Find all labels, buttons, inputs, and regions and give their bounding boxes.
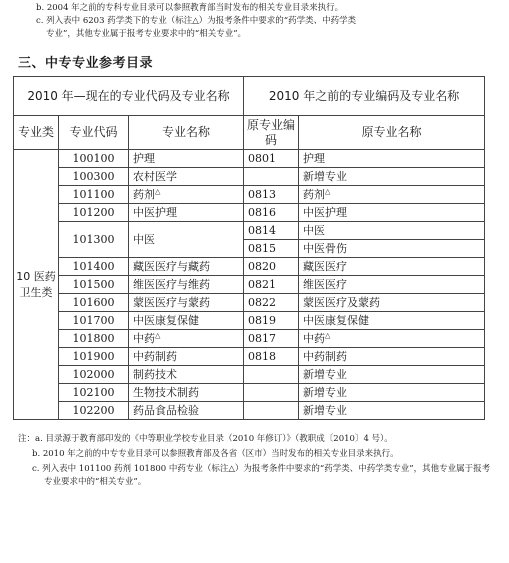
major-name: [129, 402, 244, 420]
bottom-notes: [18, 433, 498, 491]
table-row: [14, 276, 485, 294]
major-code: 101400: [59, 258, 129, 276]
major-code: 101200: [59, 204, 129, 222]
major-name: [129, 204, 244, 222]
major-name: [129, 222, 244, 258]
old-name-text: 中医骨伤: [303, 241, 348, 255]
table-row: [14, 294, 485, 312]
old-name-text: 藏医医疗: [303, 259, 348, 273]
old-name-text: 药剂: [303, 187, 326, 201]
old-name-text: 新增专业: [303, 385, 348, 399]
section-title: 三、中专专业参考目录: [18, 56, 154, 71]
table-row: [14, 348, 485, 366]
catalog-table: [13, 76, 485, 420]
old-code: [244, 402, 299, 420]
major-code: 100300: [59, 168, 129, 186]
major-name: [129, 384, 244, 402]
major-name: [129, 258, 244, 276]
old-code: 0814: [244, 222, 299, 240]
major-name: [129, 276, 244, 294]
old-name: [299, 150, 485, 168]
old-name: [299, 240, 485, 258]
major-name-text: 藏医医疗与藏药: [133, 259, 210, 273]
old-name-text: 蒙医医疗及蒙药: [303, 295, 381, 309]
old-name: [299, 204, 485, 222]
column-header-name: 专业名称: [129, 116, 244, 150]
old-code: 0813: [244, 186, 299, 204]
column-header-old-code: 原专业编码: [244, 116, 299, 150]
old-name: [299, 168, 485, 186]
major-name: [129, 312, 244, 330]
major-name-text: 药剂: [133, 187, 155, 201]
table-row: [14, 312, 485, 330]
old-name-text: 护理: [303, 151, 326, 165]
major-name-text: 农村医学: [133, 169, 177, 183]
old-name: [299, 402, 485, 420]
note-line: 专业”，其他专业属于报考专业要求中的“相关专业”。: [46, 29, 247, 39]
old-code: 0822: [244, 294, 299, 312]
table-row: [14, 168, 485, 186]
group-header-old: 2010 年之前的专业编码及专业名称: [244, 77, 485, 116]
major-code: 101700: [59, 312, 129, 330]
major-name: [129, 150, 244, 168]
old-name: [299, 348, 485, 366]
note-line: b. 2004 年之前的专科专业目录可以参照教育部当时发布的相关专业目录来执行。: [36, 3, 344, 13]
table-row: [14, 150, 485, 168]
triangle-mark: △: [325, 330, 331, 339]
old-name: [299, 258, 485, 276]
old-code: 0821: [244, 276, 299, 294]
old-name: [299, 384, 485, 402]
major-name: [129, 186, 244, 204]
column-header-old-name: 原专业名称: [299, 116, 485, 150]
major-name: [129, 366, 244, 384]
table-row: [14, 222, 485, 240]
major-name: [129, 330, 244, 348]
major-name: [129, 294, 244, 312]
old-name: [299, 294, 485, 312]
column-header-category: 专业类: [14, 116, 59, 150]
old-name: [299, 186, 485, 204]
table-row: [14, 258, 485, 276]
table-row: [14, 204, 485, 222]
major-code: 101800: [59, 330, 129, 348]
old-code: 0818: [244, 348, 299, 366]
table-row: [14, 330, 485, 348]
old-name-text: 中医康复保健: [303, 313, 370, 327]
table-row: [14, 366, 485, 384]
note-line: c. 列入表中 6203 药学类下的专业（标注△）为报考条件中要求的“药学类、中药学类: [36, 16, 357, 26]
major-name-text: 中医: [133, 232, 155, 246]
major-code: 101900: [59, 348, 129, 366]
triangle-mark: △: [325, 186, 331, 195]
old-name-text: 中药制药: [303, 349, 348, 363]
old-name-text: 新增专业: [303, 403, 348, 417]
note-c: c. 列入表中 101100 药剂 101800 中药专业（标注△）为报考条件中要求的“药学类、中药学类专业”，其他专业属于报考专业要求中的“相关专业”。: [32, 464, 491, 487]
table-row: [14, 384, 485, 402]
triangle-mark: △: [155, 330, 161, 339]
major-code: 102100: [59, 384, 129, 402]
major-name-text: 药品食品检验: [133, 403, 199, 417]
major-name-text: 中药: [133, 331, 155, 345]
old-name-text: 维医医疗: [303, 277, 348, 291]
major-code: 101600: [59, 294, 129, 312]
old-name-text: 新增专业: [303, 169, 348, 183]
major-code: 101100: [59, 186, 129, 204]
major-name-text: 中医护理: [133, 205, 177, 219]
major-name: [129, 168, 244, 186]
triangle-mark: △: [155, 186, 161, 195]
group-header-new: 2010 年—现在的专业代码及专业名称: [14, 77, 244, 116]
major-name-text: 护理: [133, 151, 155, 165]
major-name-text: 蒙医医疗与蒙药: [133, 295, 210, 309]
major-name-text: 中医康复保健: [133, 313, 199, 327]
major-name: [129, 348, 244, 366]
major-code: 102200: [59, 402, 129, 420]
old-code: 0801: [244, 150, 299, 168]
old-name: [299, 312, 485, 330]
major-name-text: 制药技术: [133, 367, 177, 381]
old-name: [299, 222, 485, 240]
old-code: [244, 384, 299, 402]
major-code: 101500: [59, 276, 129, 294]
old-code: [244, 168, 299, 186]
major-code: 102000: [59, 366, 129, 384]
old-name: [299, 276, 485, 294]
old-code: [244, 366, 299, 384]
old-name-text: 新增专业: [303, 367, 348, 381]
old-name-text: 中医: [303, 223, 326, 237]
old-code: 0815: [244, 240, 299, 258]
old-code: 0817: [244, 330, 299, 348]
old-name-text: 中药: [303, 331, 326, 345]
major-name-text: 生物技术制药: [133, 385, 199, 399]
note-b: b. 2010 年之前的中专专业目录可以参照教育部及各省（区市）当时发布的相关专业目录来执行。: [32, 449, 399, 459]
column-header-code: 专业代码: [59, 116, 129, 150]
table-row: [14, 186, 485, 204]
old-code: 0819: [244, 312, 299, 330]
table-row: [14, 402, 485, 420]
old-name: [299, 330, 485, 348]
top-notes: [36, 2, 496, 41]
old-name: [299, 366, 485, 384]
major-name-text: 维医医疗与维药: [133, 277, 210, 291]
category-cell: 10 医药卫生类: [14, 150, 59, 420]
old-code: 0820: [244, 258, 299, 276]
major-code: 100100: [59, 150, 129, 168]
note-a: 注：a. 目录源于教育部印发的《中等职业学校专业目录（2010 年修订）》（教职成〔2010〕4 号）。: [18, 434, 393, 444]
major-code: 101300: [59, 222, 129, 258]
old-code: 0816: [244, 204, 299, 222]
major-name-text: 中药制药: [133, 349, 177, 363]
old-name-text: 中医护理: [303, 205, 348, 219]
